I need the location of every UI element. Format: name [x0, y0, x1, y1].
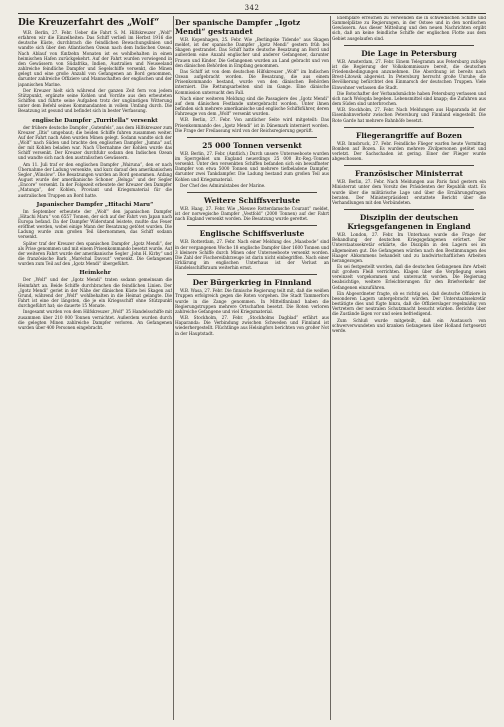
article-subheading: englische Dampfer „Turritella“ versenkt	[32, 117, 158, 124]
article-headline: Der Bürgerkrieg in Finnland	[192, 278, 312, 288]
article-paragraph: W.B. Stockholm, 27. Febr. „Stockholms Dagblad“ erfährt aus Haparanda: Die Verbindung zwischen Schweden und Finnland ist wiederhergestellt. Flüchtlinge aus Helsingfors berichten von großer Not in der Hauptstadt.	[175, 316, 329, 337]
article-paragraph: Das Schiff ist von dem deutschen Hilfskreuzer „Wolf“ im Indischen Ozean aufgebracht worden. Die Besatzung, die aus einem Prisenkommando bestand, wurde von den dänischen Behörden interniert. Die Rettungsarbeiten sind im Gange. Eine dänische Kommission untersucht den Fall.	[175, 69, 329, 96]
article-headline: Disziplin der deutschen Kriegsgefangenen in England	[347, 213, 471, 232]
article-paragraph: W.B. Berlin, 27. Febr. Ueber die Fahrt S. M. Hilfskreuzer „Wolf“ erfahren wir die Einzelheiten: Das Schiff verließ im Herbst 1916 die deutsche Küste, durchbrach die feindlichen Bewachungslinien und wandte sich über den Atlantischen Ozean nach dem Indischen Ozean. Nach Ablauf von fünfzehn Monaten ist es wohlbehalten in einen heimischen Hafen zurückgekehrt. Auf der Fahrt wurden vorwiegend in den Gewässern von Südafrika, Indien, Australien und Neuseeland zahlreiche feindliche Dampfer und Segelschiffe versenkt, die Minen gelegt und eine große Anzahl von Gefangenen an Bord genommen, darunter zahlreiche Offiziere und Mannschaften der englischen und der japanischen Marine.	[18, 31, 172, 88]
article-headline: Französischer Ministerrat	[355, 169, 463, 179]
article-paragraph: W.B. London, 27. Febr. Im Unterhaus wurde die Frage der Behandlung der deutschen Kriegsgefangenen erörtert. Der Unterstaatssekretär erklärte, die Disziplin in den Lagern sei im allgemeinen gut. Die Gefangenen würden nach den Bestimmungen des Haager Abkommens behandelt und zu landwirtschaftlichen Arbeiten herangezogen.	[332, 233, 486, 264]
article-paragraph: W.B. Rotterdam, 27. Febr. Nach einer Meldung des „Maasbode“ sind in der vergangenen Woche 18 englische Dampfer über 1600 Tonnen und 3 kleinere Schiffe durch Minen oder Unterseeboote versenkt worden. Die Zahl der Fischereifahrzeuge ist darin nicht einbegriffen. Nach einer Erklärung im englischen Unterhaus ist der Verlust an Handelsschiffsraum weiterhin ernst.	[175, 240, 329, 272]
header-rule	[18, 13, 486, 14]
article-separator	[344, 127, 474, 128]
article-paragraph: Ein Abgeordneter fragte, ob es richtig sei, daß deutsche Offiziere in besonderen Lagern untergebracht würden. Der Unterstaatssekretär bestätigte dies und fügte hinzu, daß die Offizierslager regelmäßig von Vertretern der neutralen Schutzmacht besucht würden. Berichte über die Zustände lägen vor und seien befriedigend.	[332, 291, 486, 318]
article-separator	[187, 137, 317, 138]
article-paragraph: Später traf der Kreuzer den spanischen Dampfer „Igotz Mendi“, der als Prise genommen und mit einem Prisenkommando besetzt wurde. Auf der weiteren Fahrt wurde der amerikanische Segler „John H. Kirby“ und die französische Bark „Maréchal Davout“ versenkt. Die Gefangenen wurden zum Teil auf den „Igotz Mendi“ übergeführt.	[18, 241, 172, 268]
article-headline: Die Kreuzerfahrt des „Wolf“	[18, 18, 160, 28]
article-separator	[344, 165, 474, 166]
article-paragraph: W.B. Berlin, 27. Febr. Von amtlicher Seite wird mitgeteilt: Das Prisenkommando des „Igotz Mendi“ ist in Dänemark interniert worden. Die Frage der Freilassung wird von der Reichsregierung geprüft.	[175, 118, 329, 134]
article-paragraph: Am 11. Juli traf er den englischen Dampfer „Wairuna“, den er nach Übernahme der Ladung versenkte, und kurz darauf den amerikanischen Segler „Winslow“. Die Besatzungen wurden an Bord genommen. Anfang August wurde der amerikanische Schoner „Beluga“ und der Segler „Encore“ versenkt. In der Folgezeit erbeutete der Kreuzer den Dampfer „Matunga“, der Kohlen, Proviant und Kriegsmaterial für die australischen Truppen an Bord hatte.	[18, 162, 172, 199]
article-headline: 25 000 Tonnen versenkt	[202, 140, 302, 150]
article-paragraph: W.B. Haag, 27. Febr. Wie „Nieuwe Rotterdamsche Courant“ meldet, ist der norwegische Dampfer „Vestfold“ (2000 Tonnen) auf der Fahrt nach England versenkt worden. Die Besatzung wurde gerettet.	[175, 206, 329, 223]
article-separator	[187, 274, 317, 275]
article-paragraph: W.B. Innsbruck, 27. Febr. Feindliche Flieger warfen heute Vormittag Bomben auf Bozen. Es wurden mehrere Zivilpersonen getötet und verletzt. Der Sachschaden ist gering. Einer der Flieger wurde abgeschossen.	[332, 141, 486, 163]
article-headline: Der spanische Dampfer „Igotz Mendi“ gestrandet	[175, 18, 301, 36]
article-paragraph: Der Chef des Admiralstabes der Marine.	[180, 183, 266, 189]
article-paragraph: W.B. Wasa, 27. Febr. Die finnische Regierung teilt mit, daß die weißen Truppen erfolgreich gegen die Roten vorgehen. Die Stadt Tammerfors wurde in die Zange genommen. In Mittelfinnland haben die Regierungstruppen mehrere Ortschaften besetzt. Die Roten verloren zahlreiche Gefangene und viel Kriegsmaterial.	[175, 289, 329, 315]
column-1	[18, 16, 172, 722]
column-3	[332, 16, 486, 722]
article-subheading: Japanischer Dampfer „Hitachi Maru“	[36, 201, 154, 208]
article-paragraph: Die Botschafter der Verbandsmächte haben Petersburg verlassen und sich nach Wologda begeben. Lebensmittel sind knapp; die Zufuhren aus dem Süden sind unterbrochen.	[332, 91, 486, 108]
article-separator	[187, 192, 317, 193]
article-paragraph: Nach einer weiteren Meldung sind die Passagiere des „Igotz Mendi“ auf dem dänischen Festlande untergebracht worden. Unter ihnen befinden sich mehrere amerikanische und englische Schiffsführer, deren Fahrzeuge von dem „Wolf“ versenkt wurden.	[175, 96, 329, 118]
article-paragraph: der frühere deutsche Dampfer „Gutenfels“, aus dem Hilfskreuzer zum Kreuzer „Iltis“ umgebaut; die beiden Schiffe fuhren zusammen weiter. Auf der Fahrt nach Aden wurden Minen gelegt. Sodann wandte sich der „Wolf“ nach Süden und brachte den englischen Dampfer „Jumna“ auf, der mit Kohlen beladen war. Nach Übernahme der Kohlen wurde das Schiff versenkt. Der Kreuzer durchfuhr sodann den Indischen Ozean und wandte sich nach den australischen Gewässern.	[18, 125, 172, 162]
article-paragraph: W.B. Amsterdam, 27. Febr. Einem Telegramm aus Petersburg zufolge ist die Regierung der Volkskommissare bereit, die deutschen Friedensbedingungen anzunehmen. Die Abordnung ist bereits nach Brest-Litowsk abgereist. In Petersburg herrscht große Unruhe; die Bevölkerung befürchtet den Einmarsch der deutschen Truppen. Viele Einwohner verlassen die Stadt.	[332, 59, 486, 91]
article-separator	[344, 209, 474, 210]
article-paragraph: Im September erbeutete der „Wolf“ den japanischen Dampfer „Hitachi Maru“ von 6557 Tonnen, der sich auf der Fahrt von Japan nach Europa befand. Da der Dampfer Widerstand leistete, mußte das Feuer eröffnet werden, wobei einige Mann der Besatzung getötet wurden. Die Ladung wurde zum großen Teil übernommen, das Schiff sodann versenkt.	[18, 209, 172, 241]
article-paragraph: Es sei festgestellt worden, daß die deutschen Gefangenen ihre Arbeit mit großem Fleiß verrichten. Klagen über die Verpflegung seien vereinzelt vorgekommen und untersucht worden. Die Regierung beabsichtige, weitere Erleichterungen für den Briefverkehr der Gefangenen einzuführen.	[332, 265, 486, 291]
article-separator	[344, 45, 474, 46]
column-divider	[330, 16, 331, 720]
article-paragraph: W.B. Berlin, 27. Febr. Nach Meldungen aus Paris fand gestern ein Ministerrat unter dem Vorsitz des Präsidenten der Republik statt. Es wurde über die militärische Lage und über die Ernährungsfragen beraten. Der Ministerpräsident erstattete Bericht über die Verhandlungen mit den Verbündeten.	[332, 180, 486, 206]
article-headline: Die Lage in Petersburg	[361, 48, 457, 58]
column-2	[175, 16, 329, 722]
article-paragraph: Der „Wolf“ und der „Igotz Mendi“ traten sodann gemeinsam die Heimfahrt an. Beide Schiffe durchbrachen die feindlichen Linien. Der „Igotz Mendi“ geriet in der Nähe der dänischen Küste bei Skagen auf Grund, während der „Wolf“ wohlbehalten in die Heimat gelangte. Die Fahrt ist eine der längsten, die je ein Kriegsschiff ohne Stützpunkt durchgeführt hat; sie dauerte 15 Monate.	[18, 278, 172, 310]
article-headline: Weitere Schiffsverluste	[203, 195, 301, 205]
article-paragraph: Exemplare erreichen zu verwenden die in schwedischen Schiffe und Sammelplätze zu Regierungen, in der Ostsee und in den nordischen Gewässern. Aus dieser Mitteilung und den neuen Nachrichten ergibt sich, daß an keine feindliche Schiffe der englischen Flotte aus dem Gebiet ausgelaufen sind.	[332, 16, 486, 42]
article-paragraph: Insgesamt wurden von dem Hilfskreuzer „Wolf“ 35 Handelsschiffe mit zusammen über 210 000 Tonnen vernichtet. Außerdem wurden durch die gelegten Minen zahlreiche Dampfer verloren. An Gefangenen wurden über 400 Personen eingebracht.	[18, 310, 172, 331]
article-paragraph: Der Kreuzer hielt sich während der ganzen Zeit fern von jedem Stützpunkt, ergänzte seine Kohlen und Vorräte aus den erbeuteten Schiffen und führte seine Aufgaben trotz der ungünstigen Witterung unter dem Befehl seines Kommandanten in vollem Umfang durch. Die Besatzung ist gesund und befindet sich in bester Verfassung.	[18, 88, 172, 115]
article-separator	[187, 225, 317, 226]
article-headline: Englische Schiffsverluste	[199, 229, 305, 239]
article-headline: Fliegerangriffe auf Bozen	[355, 130, 463, 140]
column-divider	[173, 16, 174, 720]
article-paragraph: W.B. Kopenhagen, 25. Febr. Wie „Berlingske Tidende“ aus Skagen meldet, ist der spanische Dampfer „Igotz Mendi“ gestern früh bei Skagen gestrandet. Das Schiff hatte deutsche Besatzung an Bord und außerdem eine Anzahl englischer und anderer Gefangener, darunter Frauen und Kinder. Die Gefangenen wurden an Land gebracht und von den dänischen Behörden in Empfang genommen.	[175, 38, 329, 69]
article-paragraph: Zum Schluß wurde mitgeteilt, daß ein Austausch von schwerverwundeten und kranken Gefangenen über Holland fortgesetzt werde.	[332, 318, 486, 334]
article-subheading: Heimkehr	[79, 270, 111, 277]
page-number: 342	[244, 4, 260, 12]
article-paragraph: W.B. Stockholm, 27. Febr. Nach Meldungen aus Haparanda ist der Eisenbahnverkehr zwischen Petersburg und Finnland eingestellt. Die Rote Garde hat mehrere Bahnhöfe besetzt.	[332, 108, 486, 124]
article-paragraph: W.B. Berlin, 27. Febr. (Amtlich.) Durch unsere Unterseeboote wurden im Sperrgebiet um England neuerdings 25 000 Br.-Reg.-Tonnen versenkt. Unter den versenkten Schiffen befanden sich ein bewaffneter Dampfer von etwa 5000 Tonnen und mehrere tiefbeladene Dampfer, darunter zwei Tankdampfer. Die Ladung bestand zum großen Teil aus Kohlen und Kriegsmaterial.	[175, 151, 329, 183]
